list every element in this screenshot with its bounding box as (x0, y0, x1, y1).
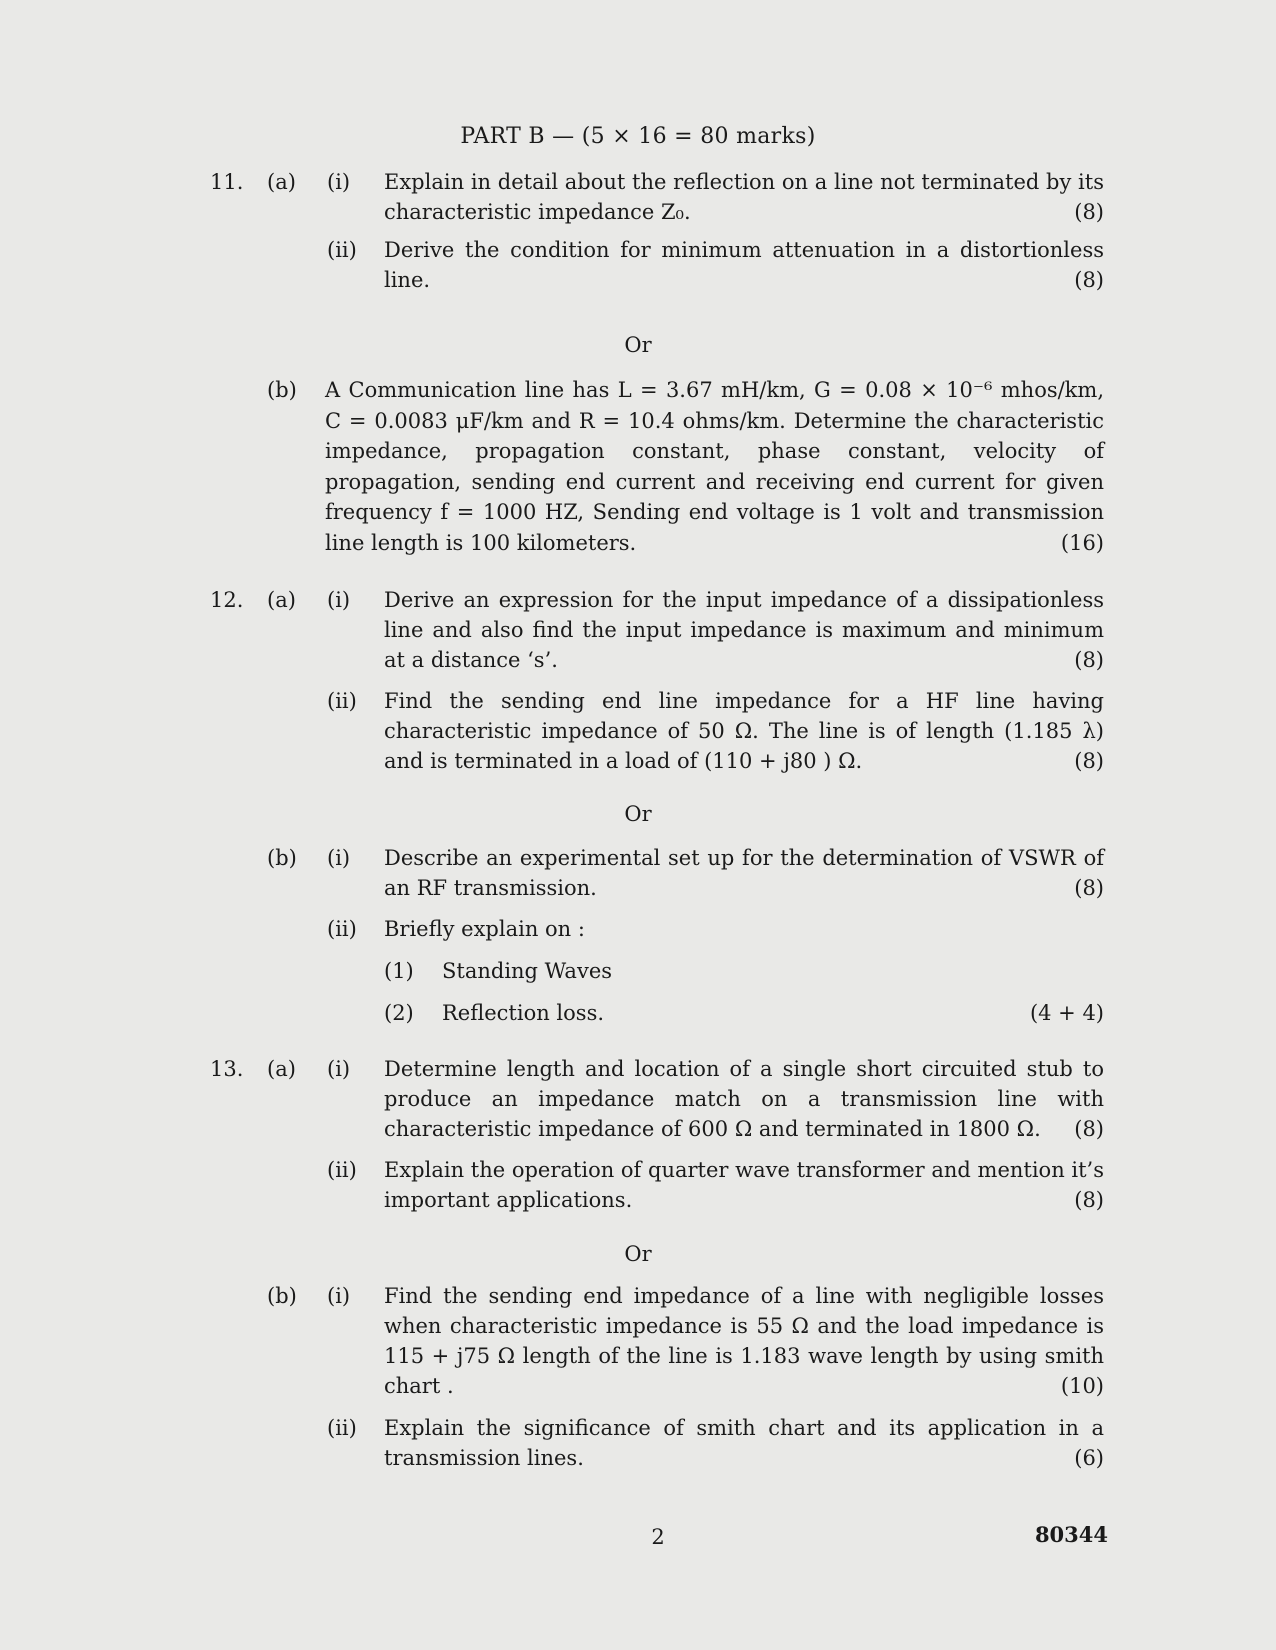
q12-b-i (210, 843, 1104, 903)
question-text: Derive the condition for minimum attenuation in a distortionless line. (384, 238, 1104, 292)
sub-label: (ii) (327, 689, 357, 713)
marks: (8) (1074, 268, 1104, 292)
marks: (8) (1074, 1188, 1104, 1212)
q11-b (210, 375, 1104, 558)
or-divider: Or (624, 333, 652, 357)
or-divider: Or (624, 802, 652, 826)
q13-b-i (210, 1281, 1104, 1401)
sub-label: (ii) (327, 917, 357, 941)
marks: (8) (1074, 749, 1104, 773)
part-label: (a) (267, 170, 296, 194)
part-label: (b) (267, 846, 297, 870)
marks: (8) (1074, 648, 1104, 672)
sub-label: (i) (327, 1284, 351, 1308)
marks: (8) (1074, 200, 1104, 224)
sub-label: (i) (327, 1057, 351, 1081)
marks: (10) (1060, 1374, 1104, 1398)
q13-a-i (210, 1054, 1104, 1144)
part-label: (a) (267, 1057, 296, 1081)
sub-label: (ii) (327, 1416, 357, 1440)
question-text: Explain the significance of smith chart and its application in a transmission lines. (384, 1416, 1104, 1470)
item-text: Standing Waves (442, 959, 613, 983)
question-number: 12. (210, 588, 244, 612)
paper-code: 80344 (1034, 1522, 1108, 1547)
part-label: (b) (267, 1284, 297, 1308)
item-number: (2) (384, 1001, 414, 1025)
part-label: (a) (267, 588, 296, 612)
list-item (384, 956, 1104, 986)
page-number: 2 (651, 1525, 665, 1549)
marks: (6) (1074, 1446, 1104, 1470)
list-item (384, 998, 1104, 1028)
item-number: (1) (384, 959, 414, 983)
part-header: PART B — (5 × 16 = 80 marks) (460, 124, 816, 149)
sub-label: (i) (327, 588, 351, 612)
q12-a-ii (210, 686, 1104, 776)
question-text: Determine length and location of a single short circuited stub to produce an impedance match on a transmission line with characteristic impedance of 600 Ω and terminated in 1800 Ω. (384, 1057, 1104, 1141)
question-text: Find the sending end line impedance for a HF line having characteristic impedance of 50 Ω. The line is of length (1.185 λ) and is terminated in a load of (110 + j80 ) Ω. (384, 689, 1104, 773)
question-number: 11. (210, 170, 244, 194)
q11-a-ii (210, 235, 1104, 295)
or-divider: Or (624, 1242, 652, 1266)
question-text: Derive an expression for the input impedance of a dissipationless line and also find the input impedance is maximum and minimum at a distance ‘s’. (384, 588, 1104, 672)
marks: (16) (1060, 530, 1104, 555)
question-text: Briefly explain on : (384, 917, 585, 941)
question-text: Explain the operation of quarter wave transformer and mention it’s important applications. (384, 1158, 1105, 1212)
question-text: A Communication line has L = 3.67 mH/km, G = 0.08 × 10⁻⁶ mhos/km, C = 0.0083 μF/km and R = 10.4 ohms/km. Determine the characteristic impedance, propagation constant, phase constant, velocity of propagation, sending end current and receiving end current for given frequency f = 1000 HZ, Sending end voltage is 1 volt and transmission line length is 100 kilometers. (325, 378, 1104, 555)
question-text: Find the sending end impedance of a line with negligible losses when characteristic impedance is 55 Ω and the load impedance is 115 + j75 Ω length of the line is 1.183 wave length by using smith chart . (384, 1284, 1104, 1398)
sub-label: (i) (327, 846, 351, 870)
question-text: Describe an experimental set up for the determination of VSWR of an RF transmission. (384, 846, 1104, 900)
q12-b-ii (210, 914, 1104, 1028)
q13-b-ii (210, 1413, 1104, 1473)
q13-a-ii (210, 1155, 1104, 1215)
marks: (8) (1074, 876, 1104, 900)
marks: (4 + 4) (1029, 1001, 1104, 1025)
sub-label: (ii) (327, 1158, 357, 1182)
marks: (8) (1074, 1117, 1104, 1141)
q12-a-i (210, 585, 1104, 675)
sub-label: (i) (327, 170, 351, 194)
question-number: 13. (210, 1057, 244, 1081)
part-label: (b) (267, 378, 297, 402)
item-text: Reflection loss. (442, 1001, 605, 1025)
sub-label: (ii) (327, 238, 357, 262)
question-text: Explain in detail about the reflection on a line not terminated by its characteristic impedance Z₀. (384, 170, 1104, 224)
q11-a-i (210, 167, 1104, 227)
